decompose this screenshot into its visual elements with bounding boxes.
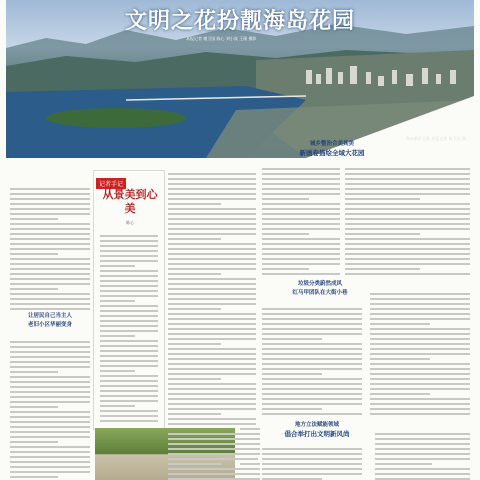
text-line [262,263,340,265]
text-line [262,468,362,470]
text-line [370,348,470,350]
text-line [100,295,158,297]
text-line [10,381,90,383]
text-line [262,373,322,375]
text-line [168,198,256,200]
text-line [240,433,260,435]
text-line [100,370,135,372]
text-line [262,308,362,310]
text-line [168,343,221,345]
text-line [262,393,362,395]
text-line [10,376,90,378]
text-line [10,298,90,300]
text-line [240,463,260,465]
text-line [168,188,256,190]
text-line [168,388,256,390]
hero-photo [6,0,474,158]
text-line [168,323,256,325]
text-line [10,366,90,368]
text-line [168,273,221,275]
text-line [10,461,90,463]
text-line [100,365,158,367]
text-line [262,198,309,200]
text-line [262,328,362,330]
text-line [262,178,340,180]
text-line [100,285,158,287]
text-line [370,378,470,380]
text-line [10,456,90,458]
text-line [168,183,256,185]
text-line [168,393,256,395]
text-line [262,183,340,185]
text-line [168,363,256,365]
text-line [370,318,470,320]
text-line [10,371,58,373]
text-line [10,351,90,353]
text-line [100,300,135,302]
section-3-line-1: 垃圾分类蔚然成风 [297,281,342,287]
text-line [10,208,90,210]
text-line [10,446,90,448]
section-4-line-2: 倡合举打出文明新风尚 [284,430,350,438]
text-line [100,290,158,292]
headline-byline: 本报记者 谢卫国 陈心 刘小岚 王刚 摄影 [186,36,257,41]
text-line [262,338,322,340]
text-line [168,173,256,175]
text-line [370,293,470,295]
text-line [168,268,256,270]
text-line [262,383,362,385]
section-1-line-2: 新画卷描绘全域大花园 [299,149,365,157]
text-line [262,273,340,275]
text-line [168,368,256,370]
text-line [262,313,362,315]
text-line [168,193,256,195]
section-heading-4 [262,421,372,439]
text-line [100,400,158,402]
text-line [345,253,470,255]
text-line [370,368,470,370]
text-line [10,401,90,403]
section-heading-1 [262,140,402,158]
text-line [262,253,340,255]
text-line [262,348,362,350]
text-line [262,258,340,260]
text-line [370,403,470,405]
text-line [100,350,158,352]
text-line [240,438,260,440]
text-line [168,233,256,235]
text-line [375,453,470,455]
text-line [168,333,256,335]
text-line [240,448,260,450]
text-column [10,338,90,480]
text-line [168,258,256,260]
text-line [10,248,90,250]
text-line [168,313,256,315]
section-2-line-1: 让居民自己当主人 [27,313,72,319]
text-line [375,448,470,450]
text-line [10,361,90,363]
text-line [370,298,470,300]
text-line [10,466,90,468]
text-line [345,223,470,225]
text-line [100,360,158,362]
text-line [10,223,90,225]
text-column [10,185,90,310]
text-line [240,428,260,430]
text-line [240,468,260,470]
text-line [100,240,158,242]
text-line [100,420,158,422]
text-line [262,218,340,220]
text-line [345,228,470,230]
text-line [10,193,90,195]
section-heading-2 [10,312,90,330]
text-line [10,396,90,398]
text-line [262,243,340,245]
text-column [370,290,470,415]
text-line [10,238,90,240]
text-line [262,368,362,370]
text-line [345,203,470,205]
text-line [10,278,90,280]
text-line [262,193,340,195]
feature-author: 陈心 [126,220,134,225]
text-line [370,353,470,355]
text-line [100,405,135,407]
text-line [370,328,470,330]
text-line [370,383,470,385]
text-line [168,408,256,410]
text-line [375,443,470,445]
text-line [100,270,158,272]
text-line [100,275,158,277]
text-line [262,318,362,320]
text-line [262,358,362,360]
text-line [10,441,58,443]
text-line [10,268,90,270]
text-line [370,373,470,375]
text-line [168,413,221,415]
text-line [262,403,362,405]
text-line [168,178,256,180]
text-line [100,245,158,247]
text-line [168,208,256,210]
text-line [10,386,90,388]
text-line [262,203,340,205]
text-line [168,253,256,255]
text-line [168,213,256,215]
text-line [345,213,470,215]
text-line [100,340,158,342]
text-line [262,213,340,215]
section-4-line-1: 地方立法赋能领域 [294,422,339,428]
text-line [262,223,340,225]
text-line [10,188,90,190]
text-line [10,243,90,245]
text-line [10,228,90,230]
text-line [168,203,221,205]
text-line [345,268,420,270]
text-line [10,391,90,393]
text-line [168,308,221,310]
text-line [345,258,470,260]
text-line [370,313,470,315]
text-line [262,388,362,390]
text-line [10,451,90,453]
text-line [100,320,158,322]
section-2-line-2: 老旧小区华丽变身 [27,322,72,328]
text-line [370,303,470,305]
text-line [10,406,58,408]
text-line [100,330,158,332]
text-line [262,473,362,475]
text-line [262,238,340,240]
feature-tag: 记者手记 [96,178,126,189]
text-line [262,413,362,415]
text-line [168,398,256,400]
text-line [262,333,362,335]
text-line [262,323,362,325]
text-line [168,293,256,295]
photo-credit: 海岛新区全景 本报记者 杨卫国 摄 [406,136,466,141]
text-line [168,383,256,385]
text-line [100,375,158,377]
text-line [262,353,362,355]
text-line [10,233,90,235]
text-line [240,443,260,445]
text-line [168,223,256,225]
text-line [10,476,58,478]
text-column [262,165,340,275]
text-line [100,355,158,357]
text-line [262,268,309,270]
text-line [10,203,90,205]
text-line [100,395,158,397]
text-line [262,248,340,250]
text-line [168,278,256,280]
text-line [168,418,256,420]
text-line [345,198,420,200]
text-column [240,425,260,480]
text-line [100,305,158,307]
text-column [262,305,362,415]
text-line [370,333,470,335]
text-line [370,343,470,345]
text-line [375,473,470,475]
text-line [262,168,340,170]
text-line [262,463,362,465]
text-line [168,228,256,230]
text-line [262,228,340,230]
text-column [168,170,256,425]
text-line [375,438,470,440]
text-line [262,398,362,400]
text-line [370,413,470,415]
text-line [10,293,90,295]
text-line [10,356,90,358]
text-line [345,208,470,210]
text-line [168,378,221,380]
text-line [10,218,58,220]
text-line [262,453,362,455]
text-line [168,303,256,305]
text-line [100,255,158,257]
text-line [370,308,470,310]
text-line [168,463,222,465]
text-line [10,471,90,473]
text-line [370,388,470,390]
text-line [100,310,158,312]
text-line [100,250,158,252]
feature-title: 从景美到心美 [102,188,158,215]
text-line [168,238,221,240]
text-line [168,288,256,290]
text-line [370,363,470,365]
text-line [10,258,90,260]
text-line [10,263,90,265]
text-line [100,315,158,317]
text-line [168,283,256,285]
text-line [375,458,470,460]
text-line [10,411,90,413]
text-line [262,448,362,450]
text-line [345,168,470,170]
text-line [345,243,470,245]
text-line [240,458,252,460]
text-line [10,273,90,275]
text-line [262,378,362,380]
text-line [262,458,362,460]
text-line [10,283,90,285]
text-line [370,408,470,410]
text-line [100,345,158,347]
text-line [100,325,158,327]
text-line [100,235,158,237]
text-line [168,318,256,320]
section-1-line-1: 城乡整治合美其美 [309,141,354,147]
text-line [262,188,340,190]
text-line [100,390,158,392]
text-line [100,260,158,262]
text-line [168,373,256,375]
text-line [370,398,470,400]
text-line [345,188,470,190]
text-line [370,393,430,395]
text-line [262,233,309,235]
text-line [240,473,260,475]
text-line [100,385,158,387]
text-line [345,273,470,275]
text-line [168,243,256,245]
text-line [168,298,256,300]
text-line [10,416,90,418]
text-line [10,308,90,310]
text-line [168,218,256,220]
text-line [262,408,322,410]
text-line [345,263,470,265]
text-line [100,280,158,282]
text-line [370,338,470,340]
text-line [375,463,432,465]
text-line [10,426,90,428]
text-line [345,193,470,195]
text-line [375,433,470,435]
text-line [168,328,256,330]
text-line [10,421,90,423]
text-line [100,335,135,337]
text-line [240,453,260,455]
text-line [262,363,362,365]
text-column [100,232,158,422]
text-line [100,380,158,382]
text-line [370,323,430,325]
text-line [100,265,135,267]
text-line [10,431,90,433]
text-column [345,165,470,275]
text-line [100,415,158,417]
text-line [10,303,90,305]
text-line [10,213,90,215]
text-line [262,343,362,345]
text-line [10,341,90,343]
text-column [262,445,362,480]
text-line [168,263,256,265]
text-line [10,253,58,255]
text-line [262,208,340,210]
text-line [345,183,470,185]
text-line [168,403,256,405]
text-line [168,353,256,355]
page-headline: 文明之花扮靓海岛花园 [124,8,355,34]
text-line [168,348,256,350]
text-line [345,178,470,180]
section-3-line-2: 红马甲团队在大街小巷 [292,290,348,296]
text-line [345,248,470,250]
text-line [370,358,430,360]
text-line [262,173,340,175]
text-line [168,248,256,250]
section-heading-3 [265,280,375,298]
text-line [100,410,158,412]
text-line [10,346,90,348]
text-line [10,288,58,290]
text-line [10,198,90,200]
text-line [345,233,420,235]
text-line [345,173,470,175]
text-line [168,358,256,360]
text-line [168,338,256,340]
text-line [345,238,470,240]
text-line [345,218,470,220]
text-line [375,468,470,470]
text-column [375,430,470,480]
text-line [10,436,90,438]
